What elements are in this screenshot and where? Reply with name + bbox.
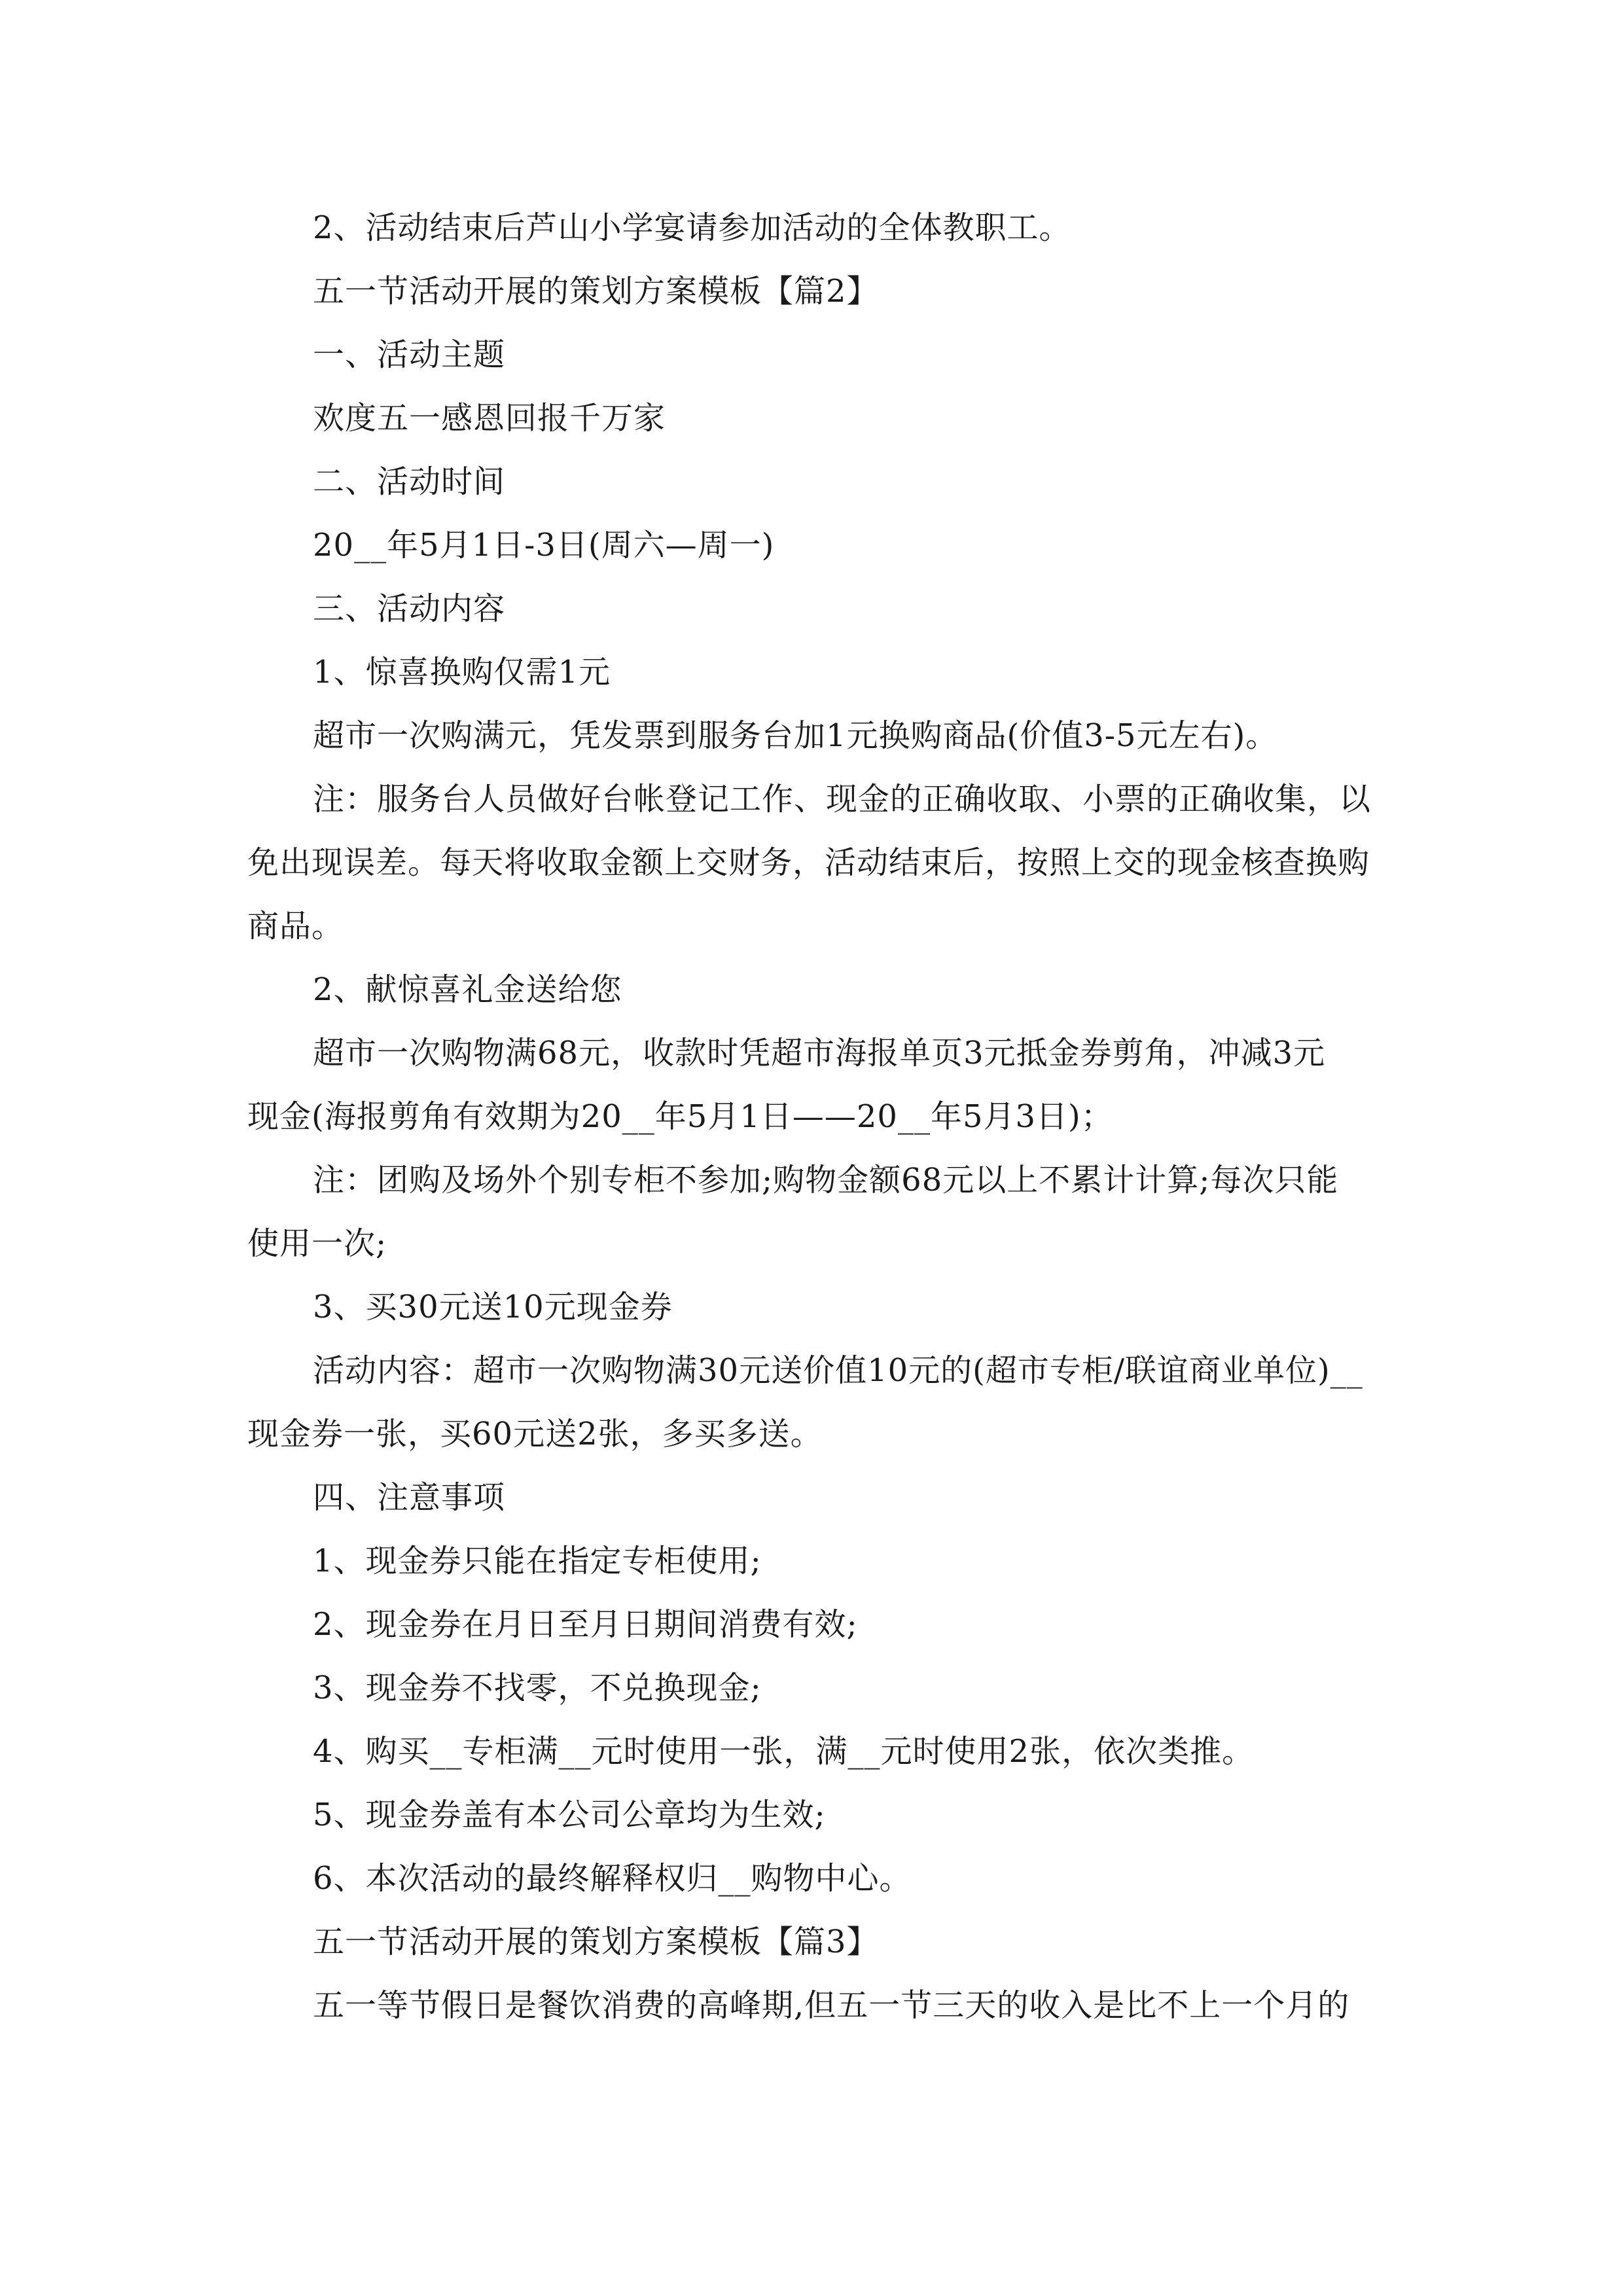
text-line: 二、活动时间 <box>313 463 506 500</box>
text-line: 5、现金券盖有本公司公章均为生效; <box>313 1797 826 1833</box>
text-line: 现金券一张，买60元送2张，多买多送。 <box>247 1416 823 1452</box>
text-line: 6、本次活动的最终解释权归__购物中心。 <box>313 1860 912 1897</box>
text-line: 欢度五一感恩回报千万家 <box>313 400 666 437</box>
text-line: 3、买30元送10元现金券 <box>313 1289 673 1325</box>
text-line: 2、现金券在月日至月日期间消费有效; <box>313 1606 858 1643</box>
text-line: 1、惊喜换购仅需1元 <box>313 654 611 691</box>
text-line: 20__年5月1日-3日(周六—周一) <box>313 527 775 564</box>
text-line: 五一等节假日是餐饮消费的高峰期,但五一节三天的收入是比不上一个月的 <box>313 1987 1350 2024</box>
text-line: 超市一次购满元，凭发票到服务台加1元换购商品(价值3-5元左右)。 <box>313 717 1278 754</box>
text-line: 超市一次购物满68元，收款时凭超市海报单页3元抵金券剪角，冲减3元 <box>313 1035 1326 1071</box>
text-line: 3、现金券不找零，不兑换现金; <box>313 1670 762 1706</box>
text-line: 四、注意事项 <box>313 1479 506 1516</box>
text-line: 2、活动结束后芦山小学宴请参加活动的全体教职工。 <box>313 209 1071 246</box>
text-line: 4、购买__专柜满__元时使用一张，满__元时使用2张，依次类推。 <box>313 1733 1255 1770</box>
text-line: 注：团购及场外个别专柜不参加;购物金额68元以上不累计计算;每次只能 <box>313 1162 1339 1198</box>
text-line: 活动内容：超市一次购物满30元送价值10元的(超市专柜/联谊商业单位)__ <box>313 1352 1363 1389</box>
text-line: 2、献惊喜礼金送给您 <box>313 971 622 1008</box>
text-line: 现金(海报剪角有效期为20__年5月1日——20__年5月3日)； <box>247 1098 1113 1135</box>
text-line: 三、活动内容 <box>313 590 506 627</box>
text-line: 一、活动主题 <box>313 336 506 373</box>
section-heading: 五一节活动开展的策划方案模板【篇3】 <box>313 1924 879 1960</box>
section-heading: 五一节活动开展的策划方案模板【篇2】 <box>313 273 879 310</box>
text-line: 注：服务台人员做好台帐登记工作、现金的正确收取、小票的正确收集，以 <box>313 781 1372 817</box>
text-line: 使用一次; <box>247 1225 387 1262</box>
text-line: 商品。 <box>247 908 344 944</box>
text-line: 1、现金券只能在指定专柜使用; <box>313 1543 762 1579</box>
text-line: 免出现误差。每天将收取金额上交财务，活动结束后，按照上交的现金核查换购 <box>247 844 1370 881</box>
